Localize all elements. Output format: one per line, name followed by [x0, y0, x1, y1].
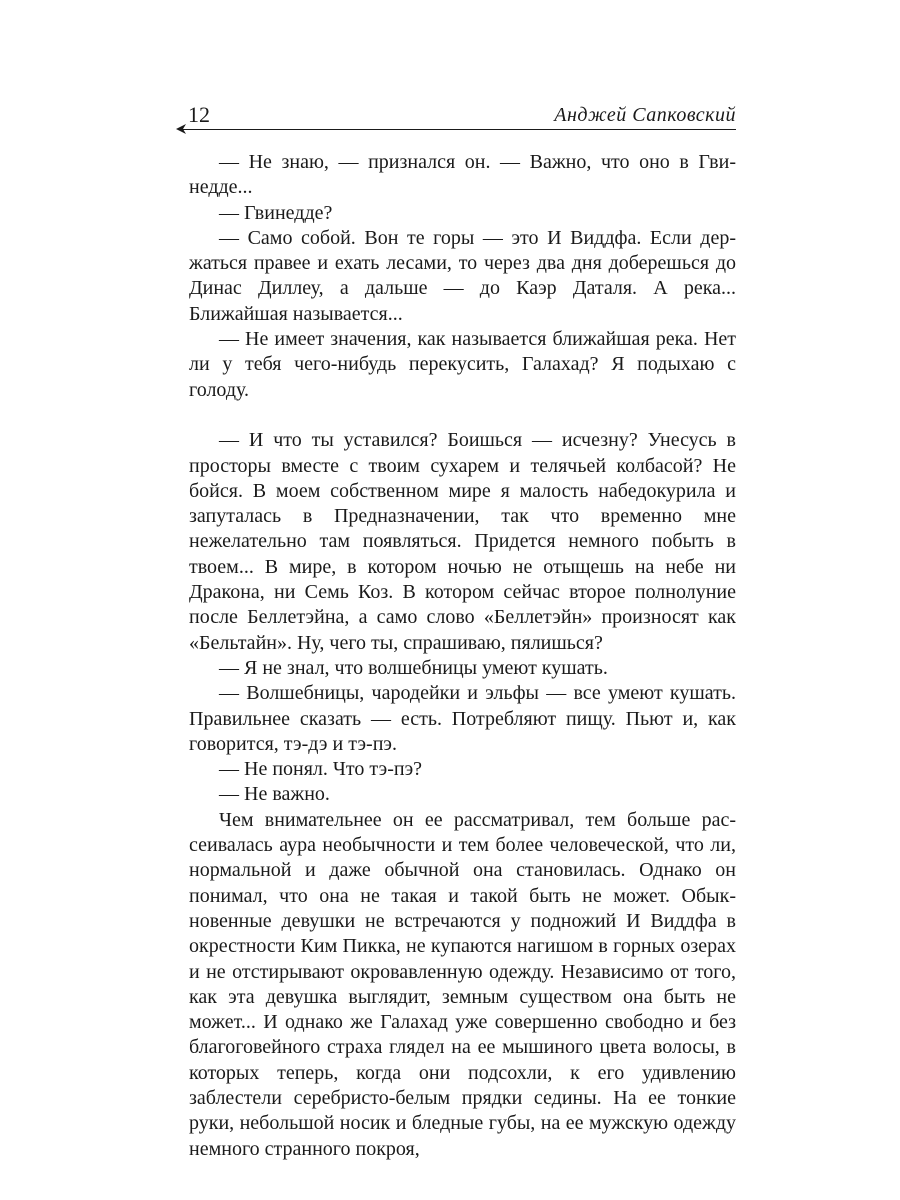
paragraph: — Не имеет значения, как называется ближайшая река. Нет ли у тебя чего-нибудь перекусить, Галахад? Я подыхаю с голоду. — [189, 328, 736, 401]
paragraph: Чем внимательнее он ее рассматривал, тем больше рассеивалась аура необычности и тем более человеческой, что ли, нормальной и даже обычной она становилась. Однако он понимал, что она не такая и такой быть не может. Обыкновенные девушки не встречаются у подножий И Виддфа в окрестности Ким Пикка, не купаются нагишом в горных озерах и не отстирывают окровавленную одежду. Независимо от того, как эта девушка выглядит, земным существом она быть не может... И однако же Галахад уже совершенно свободно и без благоговейного страха глядел на ее мышиного цвета волосы, в которых теперь, когда они подсохли, к его удивлению заблестели серебристо-белым прядки седины. На ее тонкие руки, небольшой носик и бледные губы, на ее мужскую одежду немного странного покроя, — [189, 808, 736, 1160]
page-header — [180, 100, 736, 130]
paragraph: — Не важно. — [219, 783, 330, 806]
body-text — [189, 150, 736, 1162]
page-number: 12 — [188, 102, 210, 127]
paragraph: — Я не знал, что волшебницы умеют кушать. — [219, 656, 608, 679]
paragraph: — И что ты уставился? Боишься — исчезну? Унесусь в просторы вместе с твоим сухарем и телячьей колбасой? Не бойся. В моем собственном мире я малость набедокурила и запуталась в Предназначении, так что временно мне нежелательно там появляться. Придется немного побыть в твоем... В мире, в котором ночью не отыщешь на небе ни Дракона, ни Семь Коз. В котором сейчас второе полнолуние после Беллетэйна, а само слово «Беллетэйн» произносят как «Бельтайн». Ну, чего ты, спрашиваю, пялишься? — [189, 429, 736, 654]
paragraph: — Не знаю, — признался он. — Важно, что оно в Гвинедде... — [189, 151, 736, 199]
paragraph: — Волшебницы, чародейки и эльфы — все умеют кушать. Правильнее сказать — есть. Потребляют пищу. Пьют и, как говорится, тэ-дэ и тэ-пэ. — [189, 682, 736, 755]
paragraph: — Не понял. Что тэ-пэ? — [219, 758, 423, 781]
paragraph: — Само собой. Вон те горы — это И Виддфа. Если держаться правее и ехать лесами, то через два дня доберешься до Динас Диллеу, а дальше — до Каэр Даталя. А река... Ближайшая называется... — [189, 226, 736, 325]
header-rule — [180, 129, 736, 130]
running-title: Анджей Сапковский — [554, 104, 736, 126]
arrow-left-icon — [175, 122, 189, 136]
paragraph: — Гвинедде? — [219, 201, 333, 224]
